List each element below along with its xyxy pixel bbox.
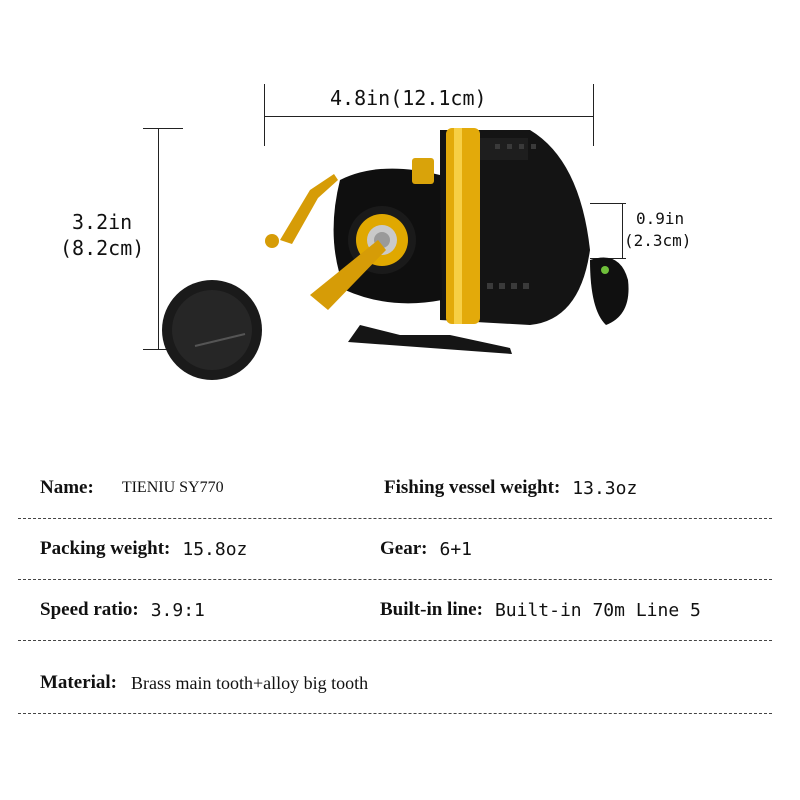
spec-value-packing-weight: 15.8oz <box>182 538 248 560</box>
spec-label-built-in-line: Built-in line: <box>380 599 483 620</box>
width-dimension-line <box>264 116 594 117</box>
depth-dimension-label-in: 0.9in <box>636 209 685 228</box>
spec-packing-weight <box>40 519 247 579</box>
spec-label-speed-ratio: Speed ratio: <box>40 599 139 620</box>
width-dimension-label: 4.8in(12.1cm) <box>330 86 487 110</box>
spec-material <box>40 653 368 713</box>
spec-built-in-line <box>380 580 701 640</box>
spec-value-fishing-vessel-weight: 13.3oz <box>572 477 638 499</box>
spec-value-name: TIENIU SY770 <box>121 479 224 496</box>
spec-label-fishing-vessel-weight: Fishing vessel weight: <box>384 477 561 498</box>
spec-label-material: Material: <box>40 672 118 693</box>
spec-label-name: Name: <box>40 477 94 498</box>
spec-gear <box>380 519 472 579</box>
spec-label-packing-weight: Packing weight: <box>40 538 171 559</box>
spec-value-material: Brass main tooth+alloy big tooth <box>131 672 369 693</box>
spec-value-gear: 6+1 <box>439 538 472 560</box>
spec-row-1 <box>18 458 772 519</box>
spec-name <box>40 458 224 518</box>
spec-row-4 <box>18 653 772 714</box>
spec-value-built-in-line: Built-in 70m Line 5 <box>494 599 701 621</box>
spec-row-3 <box>18 580 772 641</box>
depth-dimension-label-cm: (2.3cm) <box>624 231 692 250</box>
spec-fishing-vessel-weight <box>384 458 637 518</box>
spec-row-2 <box>18 519 772 580</box>
spec-value-speed-ratio: 3.9:1 <box>150 599 205 621</box>
height-dimension-label-in: 3.2in <box>72 210 133 234</box>
spec-speed-ratio <box>40 580 205 640</box>
fishing-reel-icon <box>150 120 640 390</box>
spec-label-gear: Gear: <box>380 538 428 559</box>
height-dimension-label-cm: (8.2cm) <box>60 236 145 260</box>
